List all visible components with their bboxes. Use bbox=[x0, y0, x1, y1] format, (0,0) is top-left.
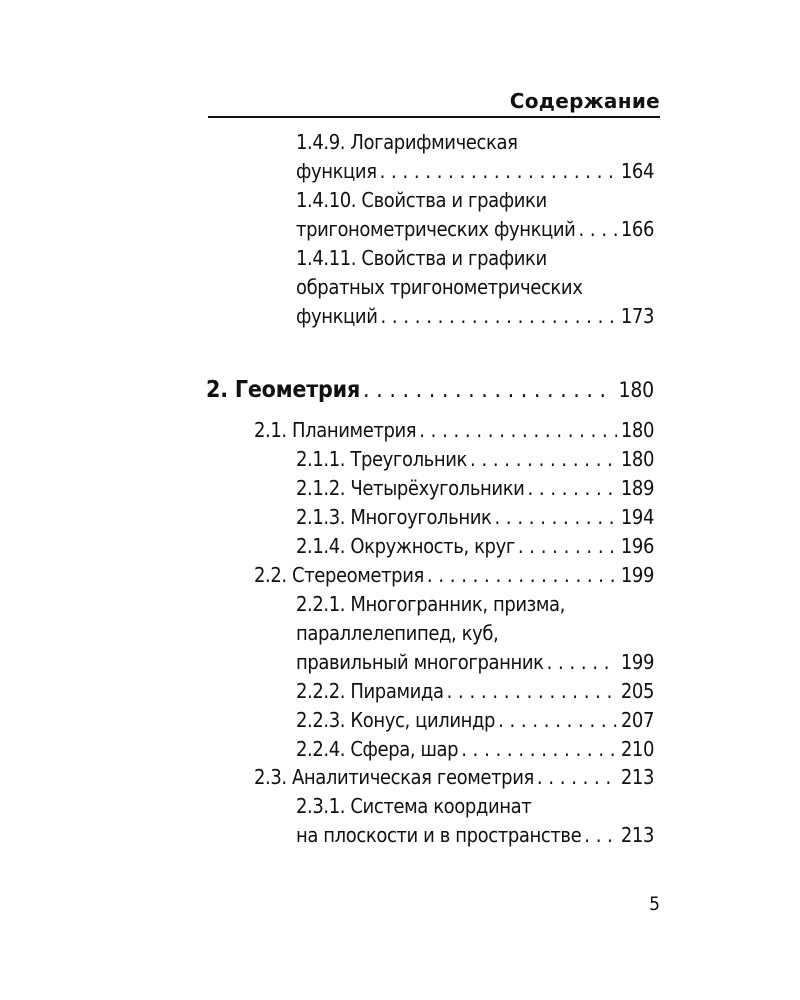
toc-chapter-2-geometry[interactable] bbox=[206, 374, 654, 406]
toc-page-number: 164 bbox=[620, 159, 654, 183]
toc-entry-title: 2.1.1. Треугольник bbox=[296, 447, 468, 471]
toc-entry-title: 2.2.3. Конус, цилиндр bbox=[296, 708, 496, 732]
toc-page-number: 210 bbox=[620, 737, 654, 761]
toc-page-number: 180 bbox=[620, 447, 654, 471]
toc-entry-title: 2.2. Стереометрия bbox=[254, 563, 424, 587]
toc-entry-title: 2.1. Планиметрия bbox=[254, 418, 417, 442]
toc-entry-2-2-1-line1: 2.2.1. Многогранник, призма, bbox=[296, 592, 565, 616]
dot-leader bbox=[527, 474, 616, 502]
toc-entry-title: 2.2.4. Сфера, шар bbox=[296, 737, 459, 761]
toc-entry-title: на плоскости и в пространстве bbox=[296, 823, 582, 847]
toc-entry-title: 2.3. Аналитическая геометрия bbox=[254, 765, 534, 789]
dot-leader bbox=[381, 302, 617, 330]
toc-chapter-title: 2. Геометрия bbox=[206, 377, 361, 403]
toc-page-number: 213 bbox=[620, 823, 654, 847]
toc-entry-title: тригонометрических функций bbox=[296, 217, 576, 241]
toc-entry-1-4-10-line1: 1.4.10. Свойства и графики bbox=[296, 188, 547, 212]
toc-entry-1-4-9[interactable] bbox=[296, 157, 654, 185]
dot-leader bbox=[578, 215, 616, 243]
toc-entry-2-1-3[interactable] bbox=[296, 503, 654, 531]
header-title: Содержание bbox=[509, 89, 660, 113]
page-number: 5 bbox=[649, 893, 660, 915]
toc-entry-1-4-11[interactable] bbox=[296, 302, 654, 330]
toc-entry-title: функция bbox=[296, 159, 377, 183]
toc-entry-title: 2.1.4. Окружность, круг bbox=[296, 534, 515, 558]
toc-entry-title: 2.1.3. Многоугольник bbox=[296, 505, 492, 529]
dot-leader bbox=[498, 706, 617, 734]
dot-leader bbox=[584, 821, 617, 849]
toc-entry-2-3-1-line1: 2.3.1. Система координат bbox=[296, 794, 532, 818]
running-header bbox=[208, 88, 660, 118]
toc-page-number: 213 bbox=[620, 765, 654, 789]
dot-leader bbox=[547, 648, 617, 676]
toc-entry-2-2-1-line2: параллелепипед, куб, bbox=[296, 621, 499, 645]
toc-entry-title: функций bbox=[296, 304, 378, 328]
toc-page-number: 189 bbox=[620, 476, 654, 500]
toc-entry-1-4-10[interactable] bbox=[296, 215, 654, 243]
toc-entry-2-2-3[interactable] bbox=[296, 706, 654, 734]
toc-page-number: 199 bbox=[620, 563, 654, 587]
toc-page-number: 173 bbox=[620, 304, 654, 328]
toc-entry-title: правильный многогранник bbox=[296, 650, 544, 674]
toc-page-number: 180 bbox=[620, 418, 654, 442]
dot-leader bbox=[380, 157, 617, 185]
toc-entry-2-1-4[interactable] bbox=[296, 532, 654, 560]
toc-page-number: 199 bbox=[620, 650, 654, 674]
toc-section-2-3[interactable] bbox=[254, 763, 654, 791]
toc-page-number: 166 bbox=[620, 217, 654, 241]
toc-page-number: 196 bbox=[620, 534, 654, 558]
toc-page-number: 180 bbox=[618, 378, 654, 402]
toc-entry-1-4-11-line1: 1.4.11. Свойства и графики bbox=[296, 246, 547, 270]
dot-leader bbox=[447, 677, 617, 705]
toc-entry-1-4-11-line2: обратных тригонометрических bbox=[296, 275, 583, 299]
toc-entry-2-3-1[interactable] bbox=[296, 821, 654, 849]
toc-section-2-1[interactable] bbox=[254, 416, 654, 444]
toc-entry-title: 2.2.2. Пирамида bbox=[296, 679, 444, 703]
dot-leader bbox=[363, 374, 615, 406]
dot-leader bbox=[470, 445, 617, 473]
toc-entry-2-1-2[interactable] bbox=[296, 474, 654, 502]
toc-entry-2-2-1[interactable] bbox=[296, 648, 654, 676]
toc-entry-2-1-1[interactable] bbox=[296, 445, 654, 473]
toc-section-2-2[interactable] bbox=[254, 561, 654, 589]
toc-entry-1-4-9-line1: 1.4.9. Логарифмическая bbox=[296, 130, 518, 154]
dot-leader bbox=[537, 763, 617, 791]
dot-leader bbox=[461, 735, 617, 763]
toc-entry-title: 2.1.2. Четырёхугольники bbox=[296, 476, 525, 500]
toc-entry-2-2-2[interactable] bbox=[296, 677, 654, 705]
toc-page-number: 194 bbox=[620, 505, 654, 529]
toc-page-number: 205 bbox=[620, 679, 654, 703]
dot-leader bbox=[518, 532, 617, 560]
dot-leader bbox=[419, 416, 617, 444]
dot-leader bbox=[495, 503, 617, 531]
toc-page-number: 207 bbox=[620, 708, 654, 732]
toc-entry-2-2-4[interactable] bbox=[296, 735, 654, 763]
dot-leader bbox=[427, 561, 617, 589]
